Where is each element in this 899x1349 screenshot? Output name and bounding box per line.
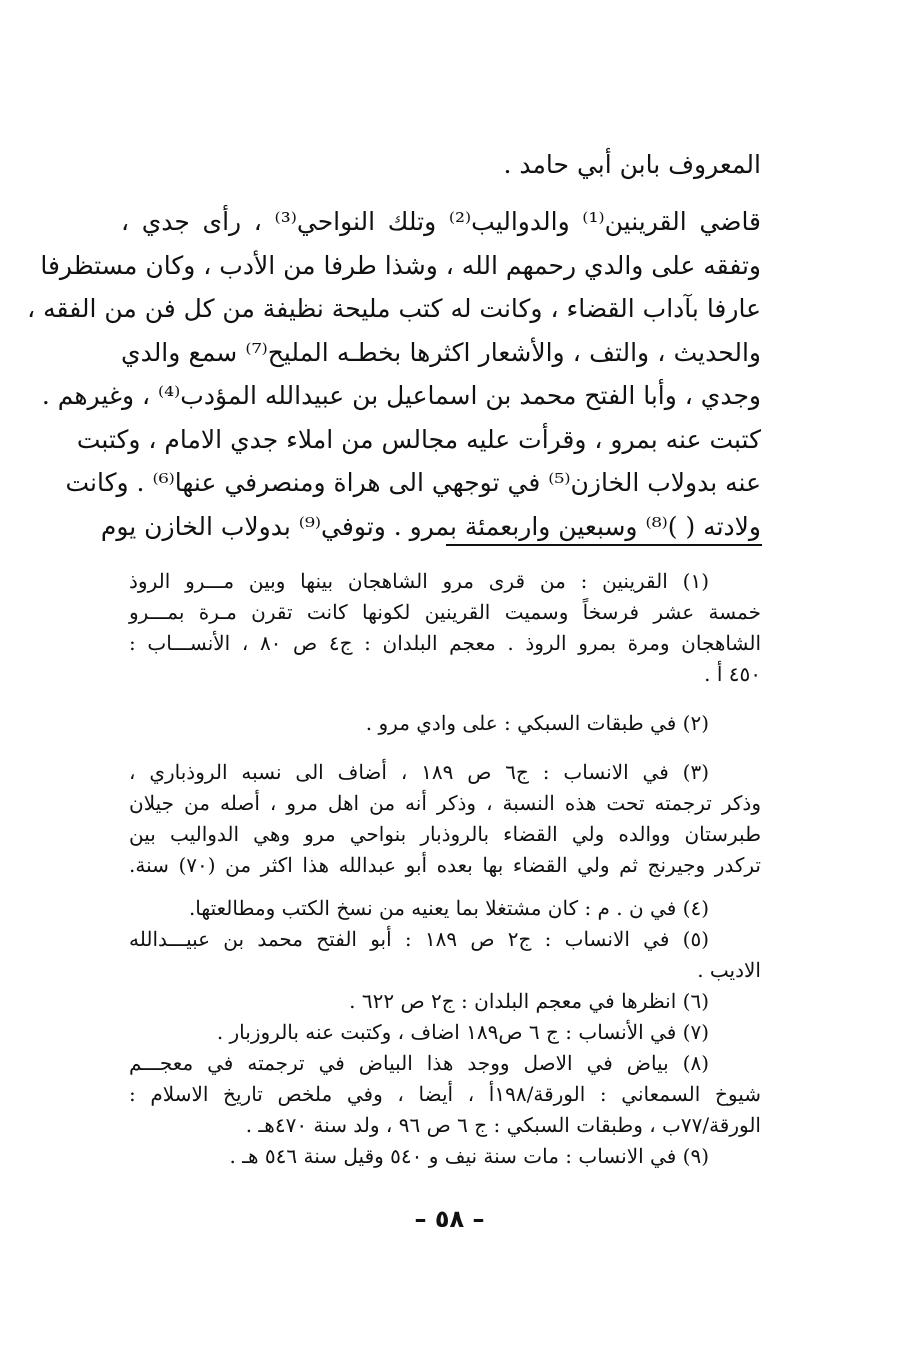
body-line: عارفا بآداب القضاء ، وكانت له كتب مليحة نظيفة من كل فن من الفقه ، — [27, 294, 761, 323]
footnotes-4-to-9 — [129, 893, 761, 1172]
footnote-line: الورقة/٧٧ب ، وطبقات السبكي : ج ٦ ص ٩٦ ، ولد سنة ٤٧٠هـ . — [245, 1113, 761, 1137]
footnote-line: (٦) انظرها في معجم البلدان : ج٢ ص ٦٢٢ . — [349, 989, 709, 1013]
footnote-line: طبرستان ووالده ولي القضاء بالروذبار بنواحي مرو وهي الدواليب بين — [129, 822, 762, 846]
footnote-line: (٧) في الأنساب : ج ٦ ص١٨٩ اضاف ، وكتبت عنه بالروزبار . — [216, 1020, 709, 1044]
body-line: وجدي ، وأبا الفتح محمد بن اسماعيل بن عبيدالله المؤدب⁽⁴⁾ ، وغيرهم . — [41, 381, 761, 410]
footnote-3 — [129, 757, 761, 881]
body-line: ولادته ( )⁽⁸⁾ وسبعين واربعمئة بمرو . وتوفي⁽⁹⁾ بدولاب الخازن يوم — [100, 511, 761, 541]
footnote-line: وذكر ترجمته تحت هذه النسبة ، وذكر أنه من اهل مرو ، أصله من جيلان — [129, 791, 761, 815]
body-line: وتفقه على والدي رحمهم الله ، وشذا طرفا من الأدب ، وكان مستظرفا — [40, 250, 761, 280]
footnote-line: الاديب . — [697, 958, 761, 982]
footnote-line: الشاهجان ومرة بمرو الروذ . معجم البلدان : ج٤ ص ٨٠ ، الأنســـاب : — [129, 631, 762, 655]
footnote-separator — [446, 544, 762, 546]
footnote-line: (٩) في الانساب : مات سنة نيف و ٥٤٠ وقيل سنة ٥٤٦ هـ . — [229, 1144, 709, 1168]
footnote-line: (٨) بياض في الاصل ووجد هذا البياض في ترجمته في معجـــم — [129, 1051, 709, 1075]
footnote-2 — [129, 708, 761, 739]
footnote-line: (٤) في ن . م : كان مشتغلا بما يعنيه من نسخ الكتب ومطالعتها. — [188, 896, 709, 920]
body-line: قاضي القرينين⁽¹⁾ والدواليب⁽²⁾ وتلك النواحي⁽³⁾ ، رأى جدي ، — [121, 207, 762, 236]
footnote-line: (٣) في الانساب : ج٦ ص ١٨٩ ، أضاف الى نسبه الروذباري ، — [129, 760, 709, 784]
footnote-1 — [129, 566, 761, 690]
footnote-line: ٤٥٠ أ . — [704, 662, 761, 686]
body-line: كتبت عنه بمرو ، وقرأت عليه مجالس من املاء جدي الامام ، وكتبت — [76, 424, 761, 454]
entry-heading: المعروف بابن أبي حامد . — [503, 150, 761, 179]
footnote-line: خمسة عشر فرسخاً وسميت القرينين لكونها كانت تقرن مـرة بمـــرو — [129, 600, 761, 624]
footnote-line: (١) القرينين : من قرى مرو الشاهجان بينها وبين مـــرو الروذ — [129, 569, 709, 593]
main-text — [27, 200, 762, 548]
footnote-line: (٥) في الانساب : ج٢ ص ١٨٩ : أبو الفتح محمد بن عبيـــدالله — [129, 927, 709, 951]
footnote-line: (٢) في طبقات السبكي : على وادي مرو . — [365, 711, 709, 735]
footnote-line: شيوخ السمعاني : الورقة/١٩٨أ ، أيضا ، وفي ملخص تاريخ الاسلام : — [129, 1082, 762, 1106]
footnotes — [129, 566, 761, 1172]
body-line: عنه بدولاب الخازن⁽⁵⁾ في توجهي الى هراة ومنصرفي عنها⁽⁶⁾ . وكانت — [65, 468, 761, 497]
footnote-line: تركدر وجيرنج ثم ولي القضاء بها بعده أبو عبدالله هذا اكثر من (٧٠) سنة. — [129, 853, 761, 877]
page-number: – ٥٨ – — [414, 1205, 485, 1233]
body-line: والحديث ، والتف ، والأشعار اكثرها بخطـه المليح⁽⁷⁾ سمع والدي — [121, 337, 761, 367]
